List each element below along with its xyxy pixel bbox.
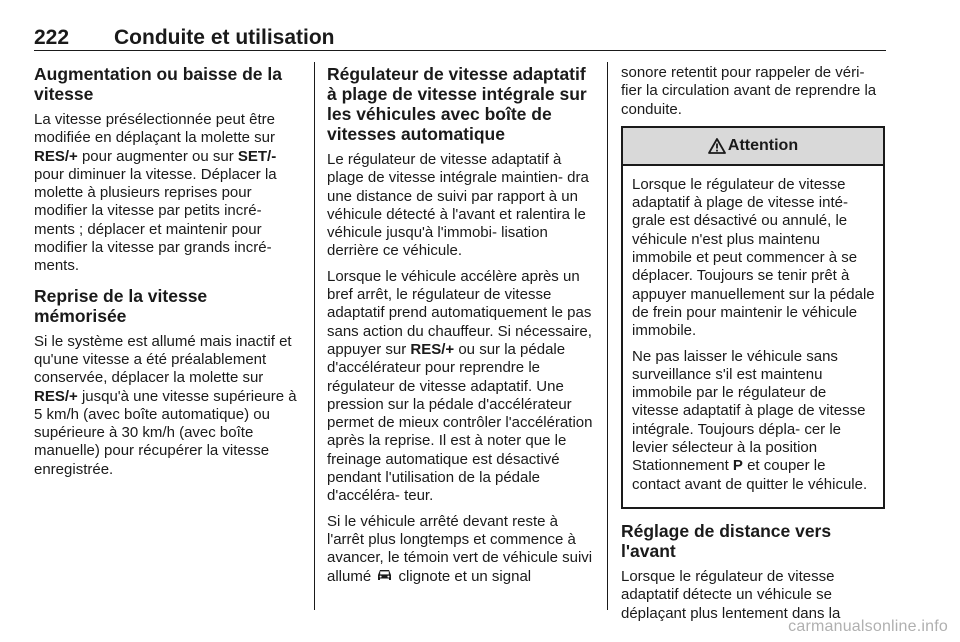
column-divider [314,62,315,610]
text: pour diminuer la vitesse. Déplacer la molette à plusieurs reprises pour modifier la vitesse par petits incré‐ ments ; déplacer et maintenir pour modifier la vitesse par grands incré‐ ments. [34,165,277,275]
park-position-label: P [732,457,743,475]
warning-paragraph-1: Lorsque le régulateur de vitesse adaptatif à plage de vitesse inté‐ grale est désactivé ou annulé, le véhicule n'est plus maintenu immobile et peut commencer à se déplacer. Toujours se tenir prêt à appuyer manuellement sur la pédale de frein pour maintenir le véhicule immobile. [632,175,875,340]
text: Ne pas laisser le véhicule sans surveillance s'il est maintenu immobile par le régulateur de vitesse adaptatif à plage de vitesse intégrale. Toujours dépla‐ cer le levier sélecteur à la position Stationnement [632,347,866,475]
paragraph-adaptive-resume [327,268,593,506]
paragraph-continuation: sonore retentit pour rappeler de véri‐ fier la circulation avant de reprendre la conduite. [621,64,877,118]
warning-title: Attention [727,136,799,154]
column-right [621,64,885,630]
vehicle-ahead-icon [377,569,392,582]
paragraph-speed-change [34,111,300,276]
text: Si le véhicule arrêté devant reste à l'arrêt plus longtemps et commence à avancer, le témoin vert de véhicule suivi allumé [327,512,593,585]
warning-box [621,126,885,509]
res-plus-label: RES/+ [34,147,78,165]
warning-triangle-icon [708,138,726,154]
column-left [34,64,300,486]
warning-body [623,166,883,507]
warning-paragraph-2 [632,348,875,494]
section-heading-resume-speed: Reprise de la vitesse mémorisée [34,285,208,326]
text: pour augmenter ou sur [77,147,238,165]
page-number: 222 [34,26,70,49]
watermark: carmanualsonline.info [788,618,948,635]
warning-header [623,128,883,166]
text: Si le système est allumé mais inactif et qu'une vitesse a été préalablement conservée, déplacer la molette sur [34,332,292,387]
paragraph-resume-speed [34,333,300,479]
section-heading-distance-setting: Réglage de distance vers l'avant [621,520,832,561]
res-plus-label: RES/+ [34,387,78,405]
header-rule [34,50,886,51]
page-title: Conduite et utilisation [114,26,335,49]
paragraph-distance-setting: Lorsque le régulateur de vitesse adaptatif détecte un véhicule se déplaçant plus lentement dans la [621,567,841,622]
column-middle [327,64,593,593]
text: clignote et un signal [394,567,532,585]
set-minus-label: SET/- [237,147,277,165]
text: jusqu'à une vitesse supérieure à 5 km/h (avec boîte automatique) ou supérieure à 30 km/h (avec boîte manuelle) pour récupérer la vitesse enregistrée. [34,387,297,478]
text: Lorsque le véhicule accélère après un bref arrêt, le régulateur de vitesse adaptatif prend automatiquement le pas sans action du chauffeur. Si nécessaire, appuyer sur [327,267,592,358]
paragraph-adaptive-intro: Le régulateur de vitesse adaptatif à plage de vitesse intégrale maintien‐ dra une distance de suivi par rapport à un véhicule détecté à l'avant et ralentira le véhicule jusqu'à l'immobi‐ lisation derrière ce véhicule. [327,151,589,260]
text: et couper le contact avant de quitter le véhicule. [632,457,868,493]
section-heading-adaptive-cruise: Régulateur de vitesse adaptatif à plage de vitesse intégrale sur les véhicules avec boîte de vitesses automatique [327,64,587,144]
page-header [34,26,886,50]
paragraph-vehicle-stopped [327,513,593,586]
section-heading-speed-change: Augmentation ou baisse de la vitesse [34,64,282,104]
text: ou sur la pédale d'accélérateur pour reprendre le régulateur de vitesse adaptatif. Une pression sur la pédale d'accélérateur permet de mieux contrôler l'accélération après la reprise. Il est à noter que le freinage automatique est désactivé pendant l'utilisation de la pédale d'accéléra‐ teur. [327,340,593,505]
text: La vitesse présélectionnée peut être modifiée en déplaçant la molette sur [34,111,275,147]
res-plus-label: RES/+ [410,340,455,358]
column-divider [607,62,608,610]
